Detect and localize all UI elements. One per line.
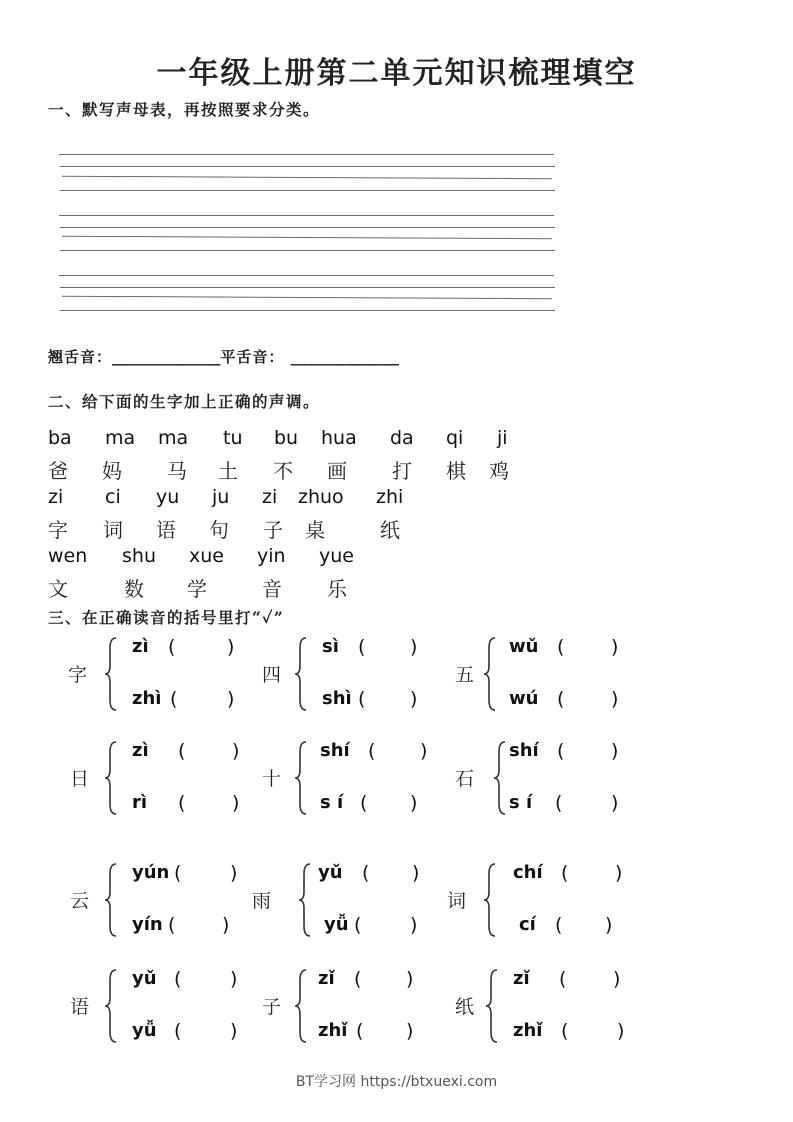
option-pinyin: rì	[132, 792, 148, 813]
hanzi-item: 打	[392, 459, 412, 483]
paren-open: (	[178, 792, 186, 814]
paren-open: (	[362, 862, 370, 884]
option-item[interactable]	[132, 740, 240, 762]
option-pinyin: shí	[320, 740, 350, 761]
hanzi-item: 学	[187, 577, 207, 601]
choice-group-ci	[447, 860, 647, 940]
group-character: 四	[262, 664, 282, 686]
paren-open: (	[168, 914, 176, 936]
choice-group-zi-child	[262, 966, 462, 1046]
pinyin-item: bu	[274, 427, 299, 449]
group-character: 字	[68, 664, 88, 686]
paren-open: (	[557, 636, 565, 658]
option-item[interactable]	[324, 914, 418, 936]
choice-group-wu	[455, 634, 655, 714]
choice-group-ri	[70, 738, 270, 818]
paren-close: )	[617, 1020, 625, 1042]
brace-icon	[483, 634, 497, 714]
paren-close: )	[412, 862, 420, 884]
paren-close: )	[406, 1020, 414, 1042]
brace-icon	[298, 860, 312, 940]
option-item[interactable]	[509, 792, 619, 814]
paren-close: )	[410, 792, 418, 814]
paren-open: (	[354, 914, 362, 936]
pinyin-item: zi	[48, 486, 64, 508]
writing-line	[60, 227, 555, 228]
brace-icon	[485, 966, 499, 1046]
option-pinyin: zì	[132, 636, 149, 657]
option-item[interactable]	[322, 636, 418, 658]
option-pinyin: yín	[132, 914, 163, 935]
brace-icon	[104, 966, 118, 1046]
choice-group-shi-ten	[262, 738, 462, 818]
paren-open: (	[358, 688, 366, 710]
brace-icon	[483, 860, 497, 940]
option-pinyin: zǐ	[318, 968, 335, 989]
pinyin-item: yin	[257, 545, 286, 567]
writing-line	[60, 166, 555, 167]
option-item[interactable]	[519, 914, 613, 936]
page-title: 一年级上册第二单元知识梳理填空	[156, 56, 637, 91]
pinyin-item: ji	[497, 427, 508, 449]
brace-icon	[104, 738, 118, 818]
option-pinyin: shì	[322, 688, 352, 709]
hanzi-item: 妈	[102, 459, 122, 483]
paren-close: )	[615, 862, 623, 884]
pinyin-item: ci	[105, 486, 121, 508]
flat-tongue-label: 平舌音：	[220, 348, 285, 366]
retroflex-label: 翘舌音：	[48, 348, 113, 366]
paren-open: (	[170, 688, 178, 710]
hanzi-item: 数	[124, 577, 144, 601]
option-item[interactable]	[132, 1020, 238, 1042]
hanzi-item: 马	[167, 459, 187, 483]
paren-open: (	[557, 688, 565, 710]
option-item[interactable]	[132, 636, 235, 658]
paren-close: )	[613, 968, 621, 990]
paren-close: )	[227, 688, 235, 710]
pinyin-item: shu	[122, 545, 156, 567]
section-2-heading: 二、给下面的生字加上正确的声调。	[48, 392, 321, 411]
brace-icon	[104, 860, 118, 940]
hanzi-item: 不	[273, 459, 293, 483]
hanzi-item: 语	[156, 518, 176, 542]
group-character: 云	[70, 890, 90, 912]
brace-icon	[493, 738, 507, 818]
paren-open: (	[559, 968, 567, 990]
option-item[interactable]	[509, 688, 619, 710]
pinyin-item: xue	[189, 545, 224, 567]
group-character: 纸	[455, 996, 475, 1018]
option-item[interactable]	[513, 1020, 625, 1042]
hanzi-item: 爸	[48, 459, 68, 483]
hanzi-item: 子	[263, 518, 283, 542]
paren-open: (	[356, 1020, 364, 1042]
paren-open: (	[174, 968, 182, 990]
hanzi-item: 文	[48, 577, 68, 601]
paren-close: )	[611, 688, 619, 710]
option-pinyin: yún	[132, 862, 170, 883]
choice-group-yu-rain	[252, 860, 452, 940]
group-character: 语	[70, 996, 90, 1018]
writing-line	[59, 275, 554, 276]
paren-open: (	[168, 636, 176, 658]
choice-group-yu-language	[70, 966, 270, 1046]
option-item[interactable]	[132, 914, 230, 936]
option-item[interactable]	[318, 1020, 414, 1042]
pinyin-item: da	[390, 427, 414, 449]
paren-close: )	[406, 968, 414, 990]
paren-close: )	[611, 740, 619, 762]
hanzi-item: 字	[48, 518, 68, 542]
writing-line	[62, 176, 552, 180]
group-character: 石	[455, 768, 475, 790]
pinyin-item: ju	[212, 486, 230, 508]
pinyin-item: zhuo	[298, 486, 344, 508]
pinyin-item: ma	[105, 427, 136, 449]
paren-open: (	[561, 862, 569, 884]
paren-close: )	[605, 914, 613, 936]
paren-close: )	[232, 792, 240, 814]
pinyin-item: qi	[446, 427, 464, 449]
group-character: 日	[70, 768, 90, 790]
paren-close: )	[410, 688, 418, 710]
paren-open: (	[354, 968, 362, 990]
retroflex-blank[interactable]: ____________	[112, 348, 221, 366]
paren-close: )	[410, 636, 418, 658]
writing-line	[59, 215, 554, 216]
option-pinyin: wǔ	[509, 636, 539, 657]
group-character: 词	[447, 890, 467, 912]
hanzi-item: 乐	[327, 577, 347, 601]
hanzi-item: 纸	[380, 518, 400, 542]
hanzi-item: 桌	[305, 518, 325, 542]
pinyin-item: yue	[319, 545, 354, 567]
option-item[interactable]	[318, 862, 420, 884]
paren-close: )	[230, 862, 238, 884]
choice-group-zhi-paper	[455, 966, 655, 1046]
option-pinyin: cí	[519, 914, 536, 935]
pinyin-item: ba	[48, 427, 72, 449]
option-pinyin: s í	[320, 792, 344, 813]
writing-line	[60, 250, 555, 251]
paren-open: (	[555, 792, 563, 814]
paren-open: (	[555, 914, 563, 936]
pinyin-item: hua	[321, 427, 357, 449]
flat-tongue-blank[interactable]: ____________	[290, 348, 400, 366]
brace-icon	[294, 966, 308, 1046]
section-3-heading: 三、在正确读音的括号里打“✓”	[48, 608, 285, 627]
choice-group-zi	[68, 634, 268, 714]
pinyin-item: wen	[48, 545, 88, 567]
option-item[interactable]	[318, 968, 414, 990]
paren-close: )	[230, 968, 238, 990]
paren-open: (	[557, 740, 565, 762]
section-1-heading: 一、默写声母表，再按照要求分类。	[48, 100, 321, 119]
option-item[interactable]	[132, 968, 238, 990]
pinyin-item: tu	[223, 427, 243, 449]
hanzi-item: 词	[103, 518, 123, 542]
hanzi-item: 画	[327, 459, 347, 483]
pinyin-item: zhi	[376, 486, 404, 508]
paren-open: (	[368, 740, 376, 762]
paren-close: )	[420, 740, 428, 762]
paren-close: )	[227, 636, 235, 658]
paren-open: (	[561, 1020, 569, 1042]
option-pinyin: yǚ	[132, 1020, 157, 1041]
writing-line	[62, 236, 552, 240]
option-pinyin: yǔ	[318, 862, 343, 883]
pinyin-item: zi	[262, 486, 278, 508]
option-pinyin: zhì	[132, 688, 162, 709]
option-item[interactable]	[322, 688, 418, 710]
paren-close: )	[230, 1020, 238, 1042]
option-pinyin: s í	[509, 792, 533, 813]
brace-icon	[294, 634, 308, 714]
option-pinyin: zhǐ	[513, 1020, 543, 1041]
hanzi-item: 音	[262, 577, 282, 601]
option-item[interactable]	[513, 968, 621, 990]
paren-open: (	[358, 636, 366, 658]
option-pinyin: shí	[509, 740, 539, 761]
option-item[interactable]	[320, 740, 428, 762]
pinyin-item: ma	[158, 427, 189, 449]
group-character: 五	[455, 664, 475, 686]
option-pinyin: yǚ	[324, 914, 349, 935]
hanzi-item: 棋	[446, 459, 466, 483]
hanzi-item: 句	[209, 518, 229, 542]
option-pinyin: zì	[132, 740, 149, 761]
option-pinyin: yǔ	[132, 968, 157, 989]
option-item[interactable]	[132, 792, 240, 814]
hanzi-item: 土	[218, 459, 238, 483]
choice-group-yun	[70, 860, 270, 940]
paren-open: (	[174, 862, 182, 884]
paren-close: )	[232, 740, 240, 762]
choice-group-si	[262, 634, 462, 714]
paren-close: )	[611, 792, 619, 814]
paren-open: (	[174, 1020, 182, 1042]
option-item[interactable]	[513, 862, 623, 884]
brace-icon	[104, 634, 118, 714]
option-item[interactable]	[509, 740, 619, 762]
option-item[interactable]	[509, 636, 619, 658]
writing-line	[60, 287, 555, 288]
group-character: 十	[262, 768, 282, 790]
footer-watermark: BT学习网 https://btxuexi.com	[295, 1074, 498, 1090]
option-item[interactable]	[132, 862, 238, 884]
writing-line	[60, 190, 555, 191]
group-character: 雨	[252, 890, 272, 912]
paren-close: )	[410, 914, 418, 936]
brace-icon	[294, 738, 308, 818]
pinyin-item: yu	[156, 486, 180, 508]
option-item[interactable]	[320, 792, 418, 814]
option-pinyin: zhǐ	[318, 1020, 348, 1041]
paren-close: )	[222, 914, 230, 936]
option-item[interactable]	[132, 688, 235, 710]
writing-line	[59, 154, 554, 155]
paren-open: (	[360, 792, 368, 814]
paren-close: )	[611, 636, 619, 658]
writing-line	[60, 310, 555, 311]
writing-line	[62, 296, 552, 300]
classification-row	[48, 346, 399, 367]
paren-open: (	[178, 740, 186, 762]
choice-group-shi-stone	[455, 738, 655, 818]
option-pinyin: chí	[513, 862, 543, 883]
option-pinyin: sì	[322, 636, 339, 657]
option-pinyin: wú	[509, 688, 539, 709]
group-character: 子	[262, 996, 282, 1018]
hanzi-item: 鸡	[489, 459, 509, 483]
option-pinyin: zǐ	[513, 968, 530, 989]
